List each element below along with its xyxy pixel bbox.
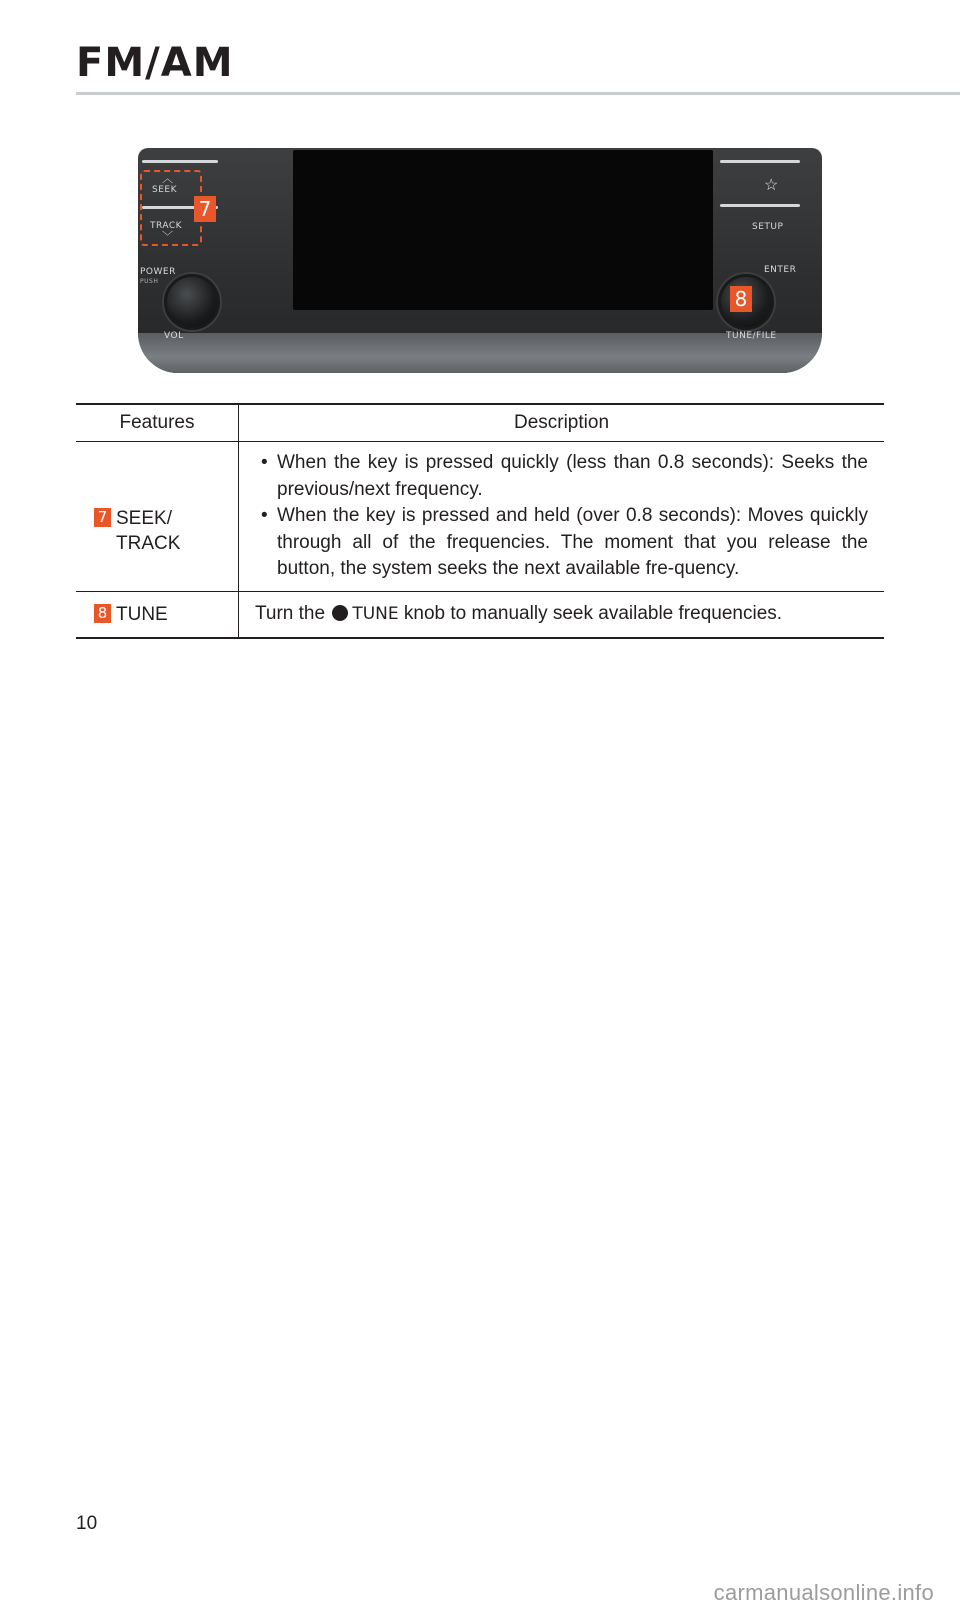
tune-file-label: TUNE/FILE [726, 331, 777, 341]
description-cell [239, 591, 885, 638]
watermark: carmanualsonline.info [713, 1580, 934, 1605]
header-features: Features [76, 404, 239, 442]
table-row [76, 442, 884, 592]
top-right-button-edge [720, 160, 800, 163]
list-item: • When the key is pressed and held (over 0.8 seconds): Moves quickly through all of the frequencies. The moment that you release the button, the system seeks the next available fre-quency. [261, 503, 868, 583]
chevron-up-icon: ︿ [162, 173, 173, 185]
features-table [76, 403, 884, 639]
feature-cell [76, 591, 239, 638]
feature-name-track: TRACK [116, 533, 181, 554]
knob-icon [332, 605, 348, 621]
desc-prefix: Turn the [255, 602, 326, 624]
feature-cell [76, 442, 239, 592]
push-label: PUSH [140, 278, 159, 285]
number-badge-7: 7 [94, 508, 111, 527]
callout-badge-8: 8 [730, 286, 752, 312]
table-row [76, 591, 884, 638]
head-unit-illustration [138, 148, 822, 373]
title-divider [76, 92, 960, 95]
tune-knob-label: TUNE [352, 603, 399, 624]
seek-track-highlight [140, 170, 202, 246]
top-left-button-edge [142, 160, 218, 163]
feature-name-seek: SEEK/ [116, 508, 172, 529]
chevron-down-icon: ﹀ [162, 231, 173, 243]
page-number: 10 [76, 1513, 98, 1534]
setup-label: SETUP [752, 222, 784, 232]
track-label: TRACK [150, 221, 183, 231]
feature-name-tune: TUNE [116, 603, 168, 625]
enter-label: ENTER [764, 265, 797, 275]
header-description: Description [239, 404, 885, 442]
list-item: • When the key is pressed quickly (less than 0.8 seconds): Seeks the previous/next frequency. [261, 450, 868, 503]
description-list [239, 442, 884, 591]
number-badge-8: 8 [94, 604, 111, 623]
star-icon: ☆ [764, 177, 779, 194]
table-header-row [76, 404, 884, 442]
seek-label: SEEK [152, 185, 177, 195]
vol-label: VOL [164, 331, 184, 341]
callout-badge-7: 7 [194, 196, 216, 222]
desc-suffix: knob to manually seek available frequencies. [403, 602, 783, 624]
page-title: FM/AM [76, 40, 234, 86]
head-unit-screen [293, 150, 713, 310]
power-label: POWER [140, 267, 176, 277]
tune-description [239, 592, 884, 627]
star-setup-divider [720, 204, 800, 207]
volume-knob [164, 274, 220, 330]
head-unit-bezel [138, 333, 822, 373]
description-cell [239, 442, 885, 592]
